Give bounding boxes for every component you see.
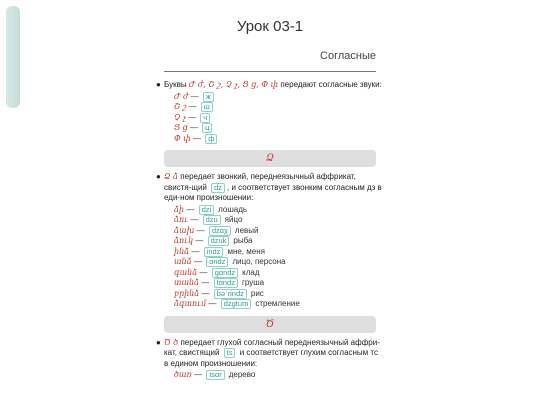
letter: Ց ց bbox=[174, 123, 188, 132]
ipa-box: indz bbox=[204, 247, 224, 257]
ipa-box: dz bbox=[211, 183, 225, 193]
intro-letters: Ժ ժ, Շ շ, Չ չ, Ց ց, Փ փ bbox=[188, 80, 279, 89]
gloss: дерево bbox=[228, 370, 256, 379]
ipa-box: tsɑr bbox=[206, 370, 225, 380]
word: անձ bbox=[174, 257, 192, 266]
word: ձգտում bbox=[174, 299, 207, 308]
word: ձի bbox=[174, 204, 185, 214]
ipa-box: gɑndz bbox=[212, 268, 238, 278]
section1-paragraph bbox=[156, 172, 384, 204]
ipa-box: ɑndz bbox=[206, 257, 228, 267]
gloss: лицо, персона bbox=[232, 257, 286, 266]
gloss: мне, меня bbox=[227, 246, 265, 256]
list-item: ձախ — dzɑχ левый bbox=[174, 225, 259, 235]
gloss: клад bbox=[242, 267, 260, 277]
word: ինձ bbox=[174, 246, 190, 256]
letter: Ժ ժ bbox=[174, 91, 189, 101]
ipa-box: ч bbox=[200, 113, 210, 123]
word: գանձ bbox=[174, 267, 198, 277]
letter: Շ շ bbox=[174, 102, 187, 111]
word: տանձ bbox=[174, 278, 200, 287]
gloss: груша bbox=[241, 278, 265, 287]
gloss: левый bbox=[234, 225, 259, 235]
ipa-box: bəˈrindz bbox=[214, 289, 247, 299]
section1-text-a: передает звонкий, переднеязычный аффрикат, свистя-щий bbox=[164, 172, 356, 192]
list-item: ինձ — indz мне, меня bbox=[174, 246, 265, 256]
word: ձու bbox=[174, 215, 189, 224]
list-item: ձի — dzi лошадь bbox=[174, 204, 248, 214]
word: ծառ bbox=[174, 370, 192, 379]
section2-text-b: и соответствует глухим согласным тс в едином произношении: bbox=[164, 348, 378, 368]
section2-text-a: передает глухой согласный переднеязычный аффри-кат, свистящий bbox=[164, 337, 380, 357]
word: ձուկ bbox=[174, 236, 194, 245]
letter: Չ չ bbox=[174, 112, 186, 122]
ipa-box: dzuk bbox=[208, 236, 230, 246]
page-title: Урок 03-1 bbox=[236, 18, 304, 35]
list-item: Փ փ — ф bbox=[156, 134, 384, 145]
list-item: ձու — dzu яйцо bbox=[174, 215, 243, 224]
intro-paragraph bbox=[156, 80, 384, 91]
bullet-icon: ● bbox=[156, 337, 161, 347]
list-item: Չ չ — ч bbox=[156, 113, 384, 124]
gloss: лошадь bbox=[218, 204, 248, 214]
list-item: բրինձ — bəˈrindz рис bbox=[174, 288, 264, 298]
ipa-box: ф bbox=[205, 134, 217, 144]
section1-letter: Ձ ձ bbox=[164, 172, 179, 181]
list-item: Շ շ — ш bbox=[156, 102, 384, 113]
section2-examples bbox=[156, 370, 384, 381]
gloss: яйцо bbox=[224, 215, 243, 224]
ipa-box: ts bbox=[224, 348, 236, 358]
letter-header-dz: Ձ bbox=[164, 150, 376, 167]
list-item: Ժ ժ — ж bbox=[156, 92, 384, 103]
intro-pre: Буквы bbox=[164, 80, 189, 89]
intro-list bbox=[156, 92, 384, 145]
ipa-box: dzgtum bbox=[221, 299, 252, 309]
ipa-box: ц bbox=[202, 123, 212, 133]
word: ձախ bbox=[174, 225, 195, 235]
page-subtitle: Согласные bbox=[320, 50, 376, 62]
ipa-box: ш bbox=[201, 102, 213, 112]
gloss: стремление bbox=[255, 299, 300, 308]
word: բրինձ bbox=[174, 288, 200, 298]
divider bbox=[164, 71, 376, 72]
list-item: տանձ — tɑndz груша bbox=[174, 278, 265, 287]
list-item: ձգտում — dzgtum стремление bbox=[174, 299, 300, 308]
section2-paragraph bbox=[156, 338, 384, 370]
list-item: ձուկ — dzuk рыба bbox=[174, 236, 253, 245]
ipa-box: dzi bbox=[199, 205, 215, 215]
intro-post: передают согласные звуки: bbox=[278, 80, 382, 89]
letter: Փ փ bbox=[174, 133, 191, 143]
ipa-box: tɑndz bbox=[214, 278, 238, 288]
ipa-box: ж bbox=[203, 92, 214, 102]
bullet-icon: ● bbox=[156, 172, 161, 181]
list-item: գանձ — gɑndz клад bbox=[174, 267, 260, 277]
gloss: рыба bbox=[233, 236, 253, 245]
letter-header-ts: Ծ bbox=[164, 316, 376, 333]
list-item: Ց ց — ц bbox=[156, 123, 384, 134]
section1-examples bbox=[156, 205, 384, 310]
gloss: рис bbox=[250, 288, 264, 298]
lesson-content bbox=[156, 80, 384, 381]
section1-text-b: , и соответствует звонким согласным дз в еди-ном произношении: bbox=[164, 182, 382, 202]
section2-letter: Ծ ծ bbox=[164, 337, 179, 347]
ipa-box: dzu bbox=[203, 215, 221, 225]
list-item: ծառ — tsɑr дерево bbox=[174, 370, 256, 379]
bullet-icon: ● bbox=[156, 80, 161, 89]
ipa-box: dzɑχ bbox=[209, 226, 231, 236]
list-item: անձ — ɑndz лицо, персона bbox=[174, 257, 286, 266]
